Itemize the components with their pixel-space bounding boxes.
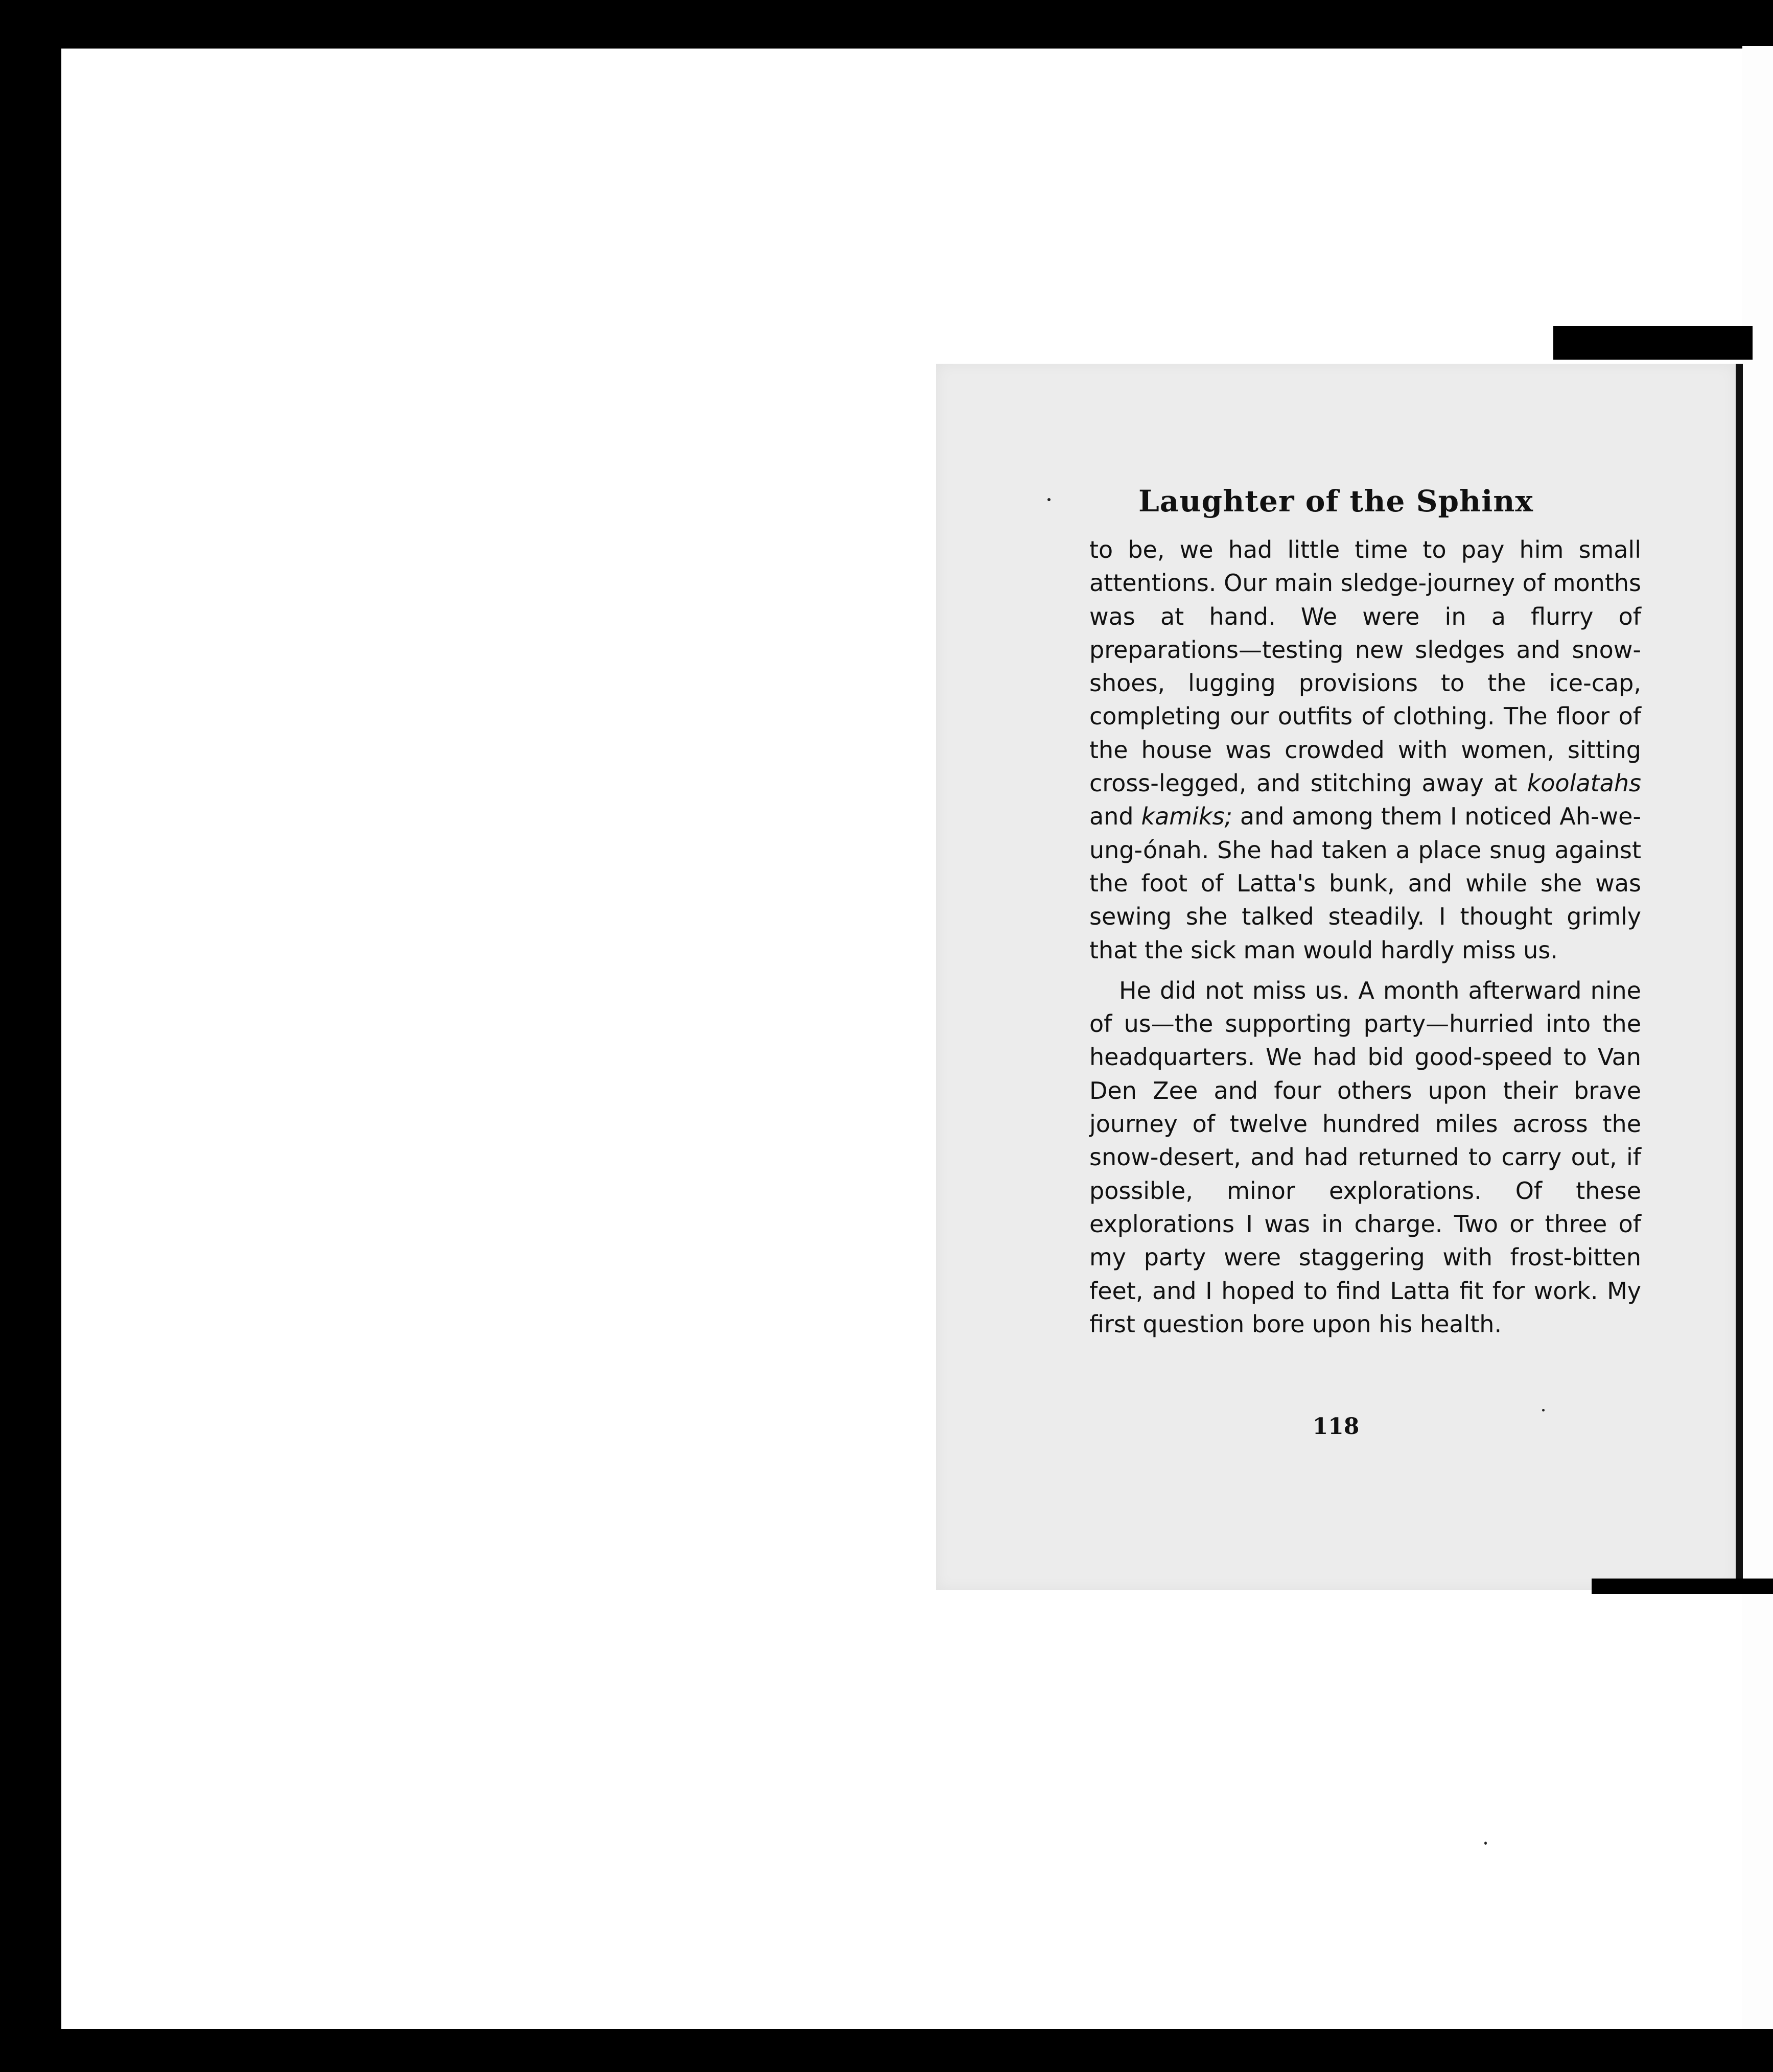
paragraph-1-part-3: and among them I noticed Ah-we-ung-ónah. She had taken a place snug against the foot of Latta's bunk, and while she was sewing she talked steadily. I thought grimly that the sick man would hardly miss us. (1089, 803, 1641, 964)
page-edge-tab-bottom (1592, 1579, 1773, 1594)
film-border-left (0, 0, 61, 2072)
film-speck (1542, 1409, 1545, 1411)
book-page (936, 364, 1743, 1590)
page-number: 118 (1312, 1414, 1360, 1440)
page-edge-tab-top (1553, 326, 1753, 360)
italic-word-koolatahs: koolatahs (1527, 769, 1641, 797)
film-border-bottom (0, 2029, 1773, 2072)
paragraph-1 (1089, 533, 1641, 967)
paragraph-1-part-1: to be, we had little time to pay him small attentions. Our main sledge-journey of months was at hand. We were in a flurry of preparations—testing new sledges and snow-shoes, lugging provisions to the ice-cap, completing our outfits of clothing. The floor of the house was crowded with women, sitting cross-legged, and stitching away at (1089, 536, 1641, 797)
film-speck (1484, 1842, 1487, 1845)
running-head: Laughter of the Sphinx (1138, 484, 1533, 519)
film-border-top (0, 0, 1773, 49)
paragraph-2: He did not miss us. A month afterward nine of us—the supporting party—hurried into the headquarters. We had bid good-speed to Van Den Zee and four others upon their brave journey of twelve hundred miles across the snow-desert, and had returned to carry out, if possible, minor explorations. Of these explorations I was in charge. Two or three of my party were staggering with frost-bitten feet, and I hoped to find Latta fit for work. My first question bore upon his health. (1089, 976, 1641, 1338)
film-speck (1047, 498, 1051, 501)
italic-word-kamiks: kamiks; (1141, 803, 1232, 831)
body-text (1089, 533, 1641, 1341)
paragraph-1-part-2: and (1089, 803, 1141, 831)
